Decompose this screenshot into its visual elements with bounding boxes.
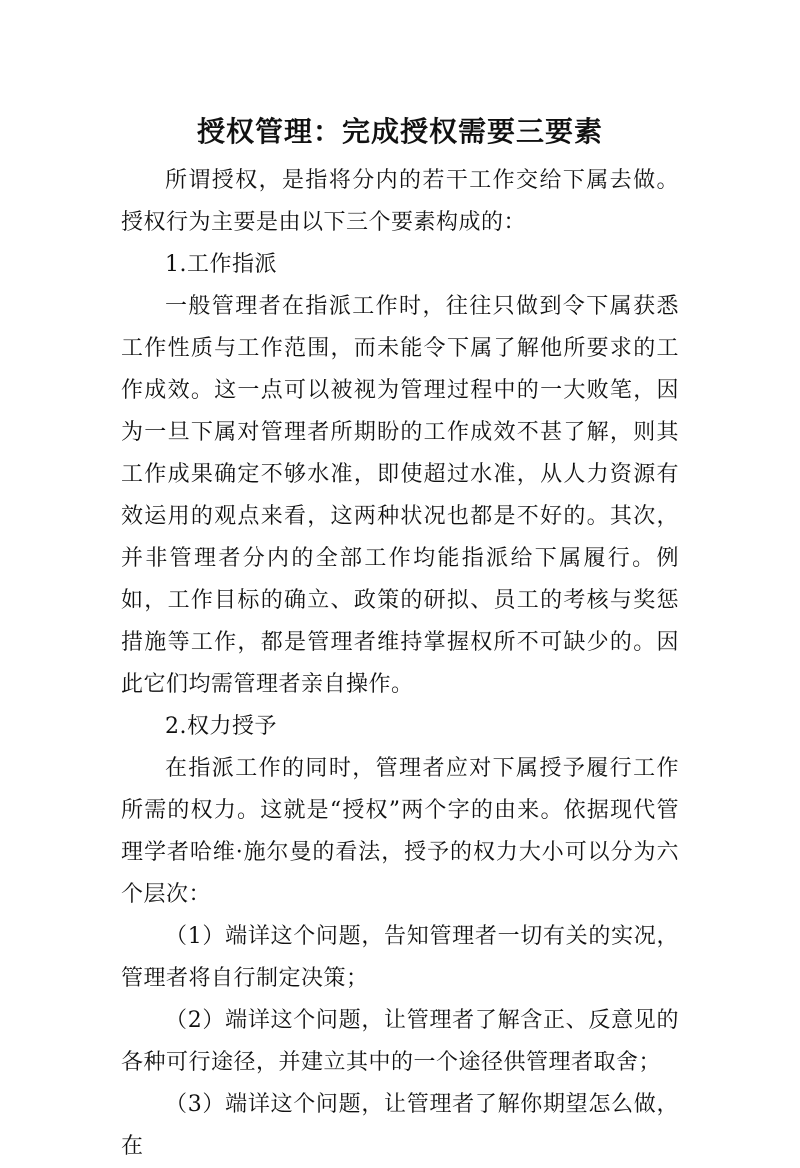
list-item: （3）端详这个问题，让管理者了解你期望怎么做，在 <box>121 1092 679 1159</box>
intro-paragraph: 所谓授权，是指将分内的若干工作交给下属去做。授权行为主要是由以下三个要素构成的： <box>121 168 679 235</box>
section-heading-work-assignment: 1.工作指派 <box>165 252 277 277</box>
section-heading-authority-grant: 2.权力授予 <box>165 714 277 739</box>
section-body-authority-grant: 在指派工作的同时，管理者应对下属授予履行工作所需的权力。这就是“授权”两个字的由来。依据现代管理学者哈维·施尔曼的看法，授予的权力大小可以分为六个层次： <box>121 756 679 907</box>
section-body-work-assignment: 一般管理者在指派工作时，往往只做到令下属获悉工作性质与工作范围，而未能令下属了解他所要求的工作成效。这一点可以被视为管理过程中的一大败笔，因为一旦下属对管理者所期盼的工作成效不甚了解，则其工作成果确定不够水准，即使超过水准，从人力资源有效运用的观点来看，这两种状况也都是不好的。其次，并非管理者分内的全部工作均能指派给下属履行。例如，工作目标的确立、政策的研拟、员工的考核与奖惩措施等工作，都是管理者维持掌握权所不可缺少的。因此它们均需管理者亲自操作。 <box>121 294 679 697</box>
list-item: （2）端详这个问题，让管理者了解含正、反意见的各种可行途径，并建立其中的一个途径供管理者取舍； <box>121 1008 679 1075</box>
document-title: 授权管理：完成授权需要三要素 <box>196 115 603 148</box>
list-item: （1）端详这个问题，告知管理者一切有关的实况，管理者将自行制定决策； <box>121 924 679 991</box>
